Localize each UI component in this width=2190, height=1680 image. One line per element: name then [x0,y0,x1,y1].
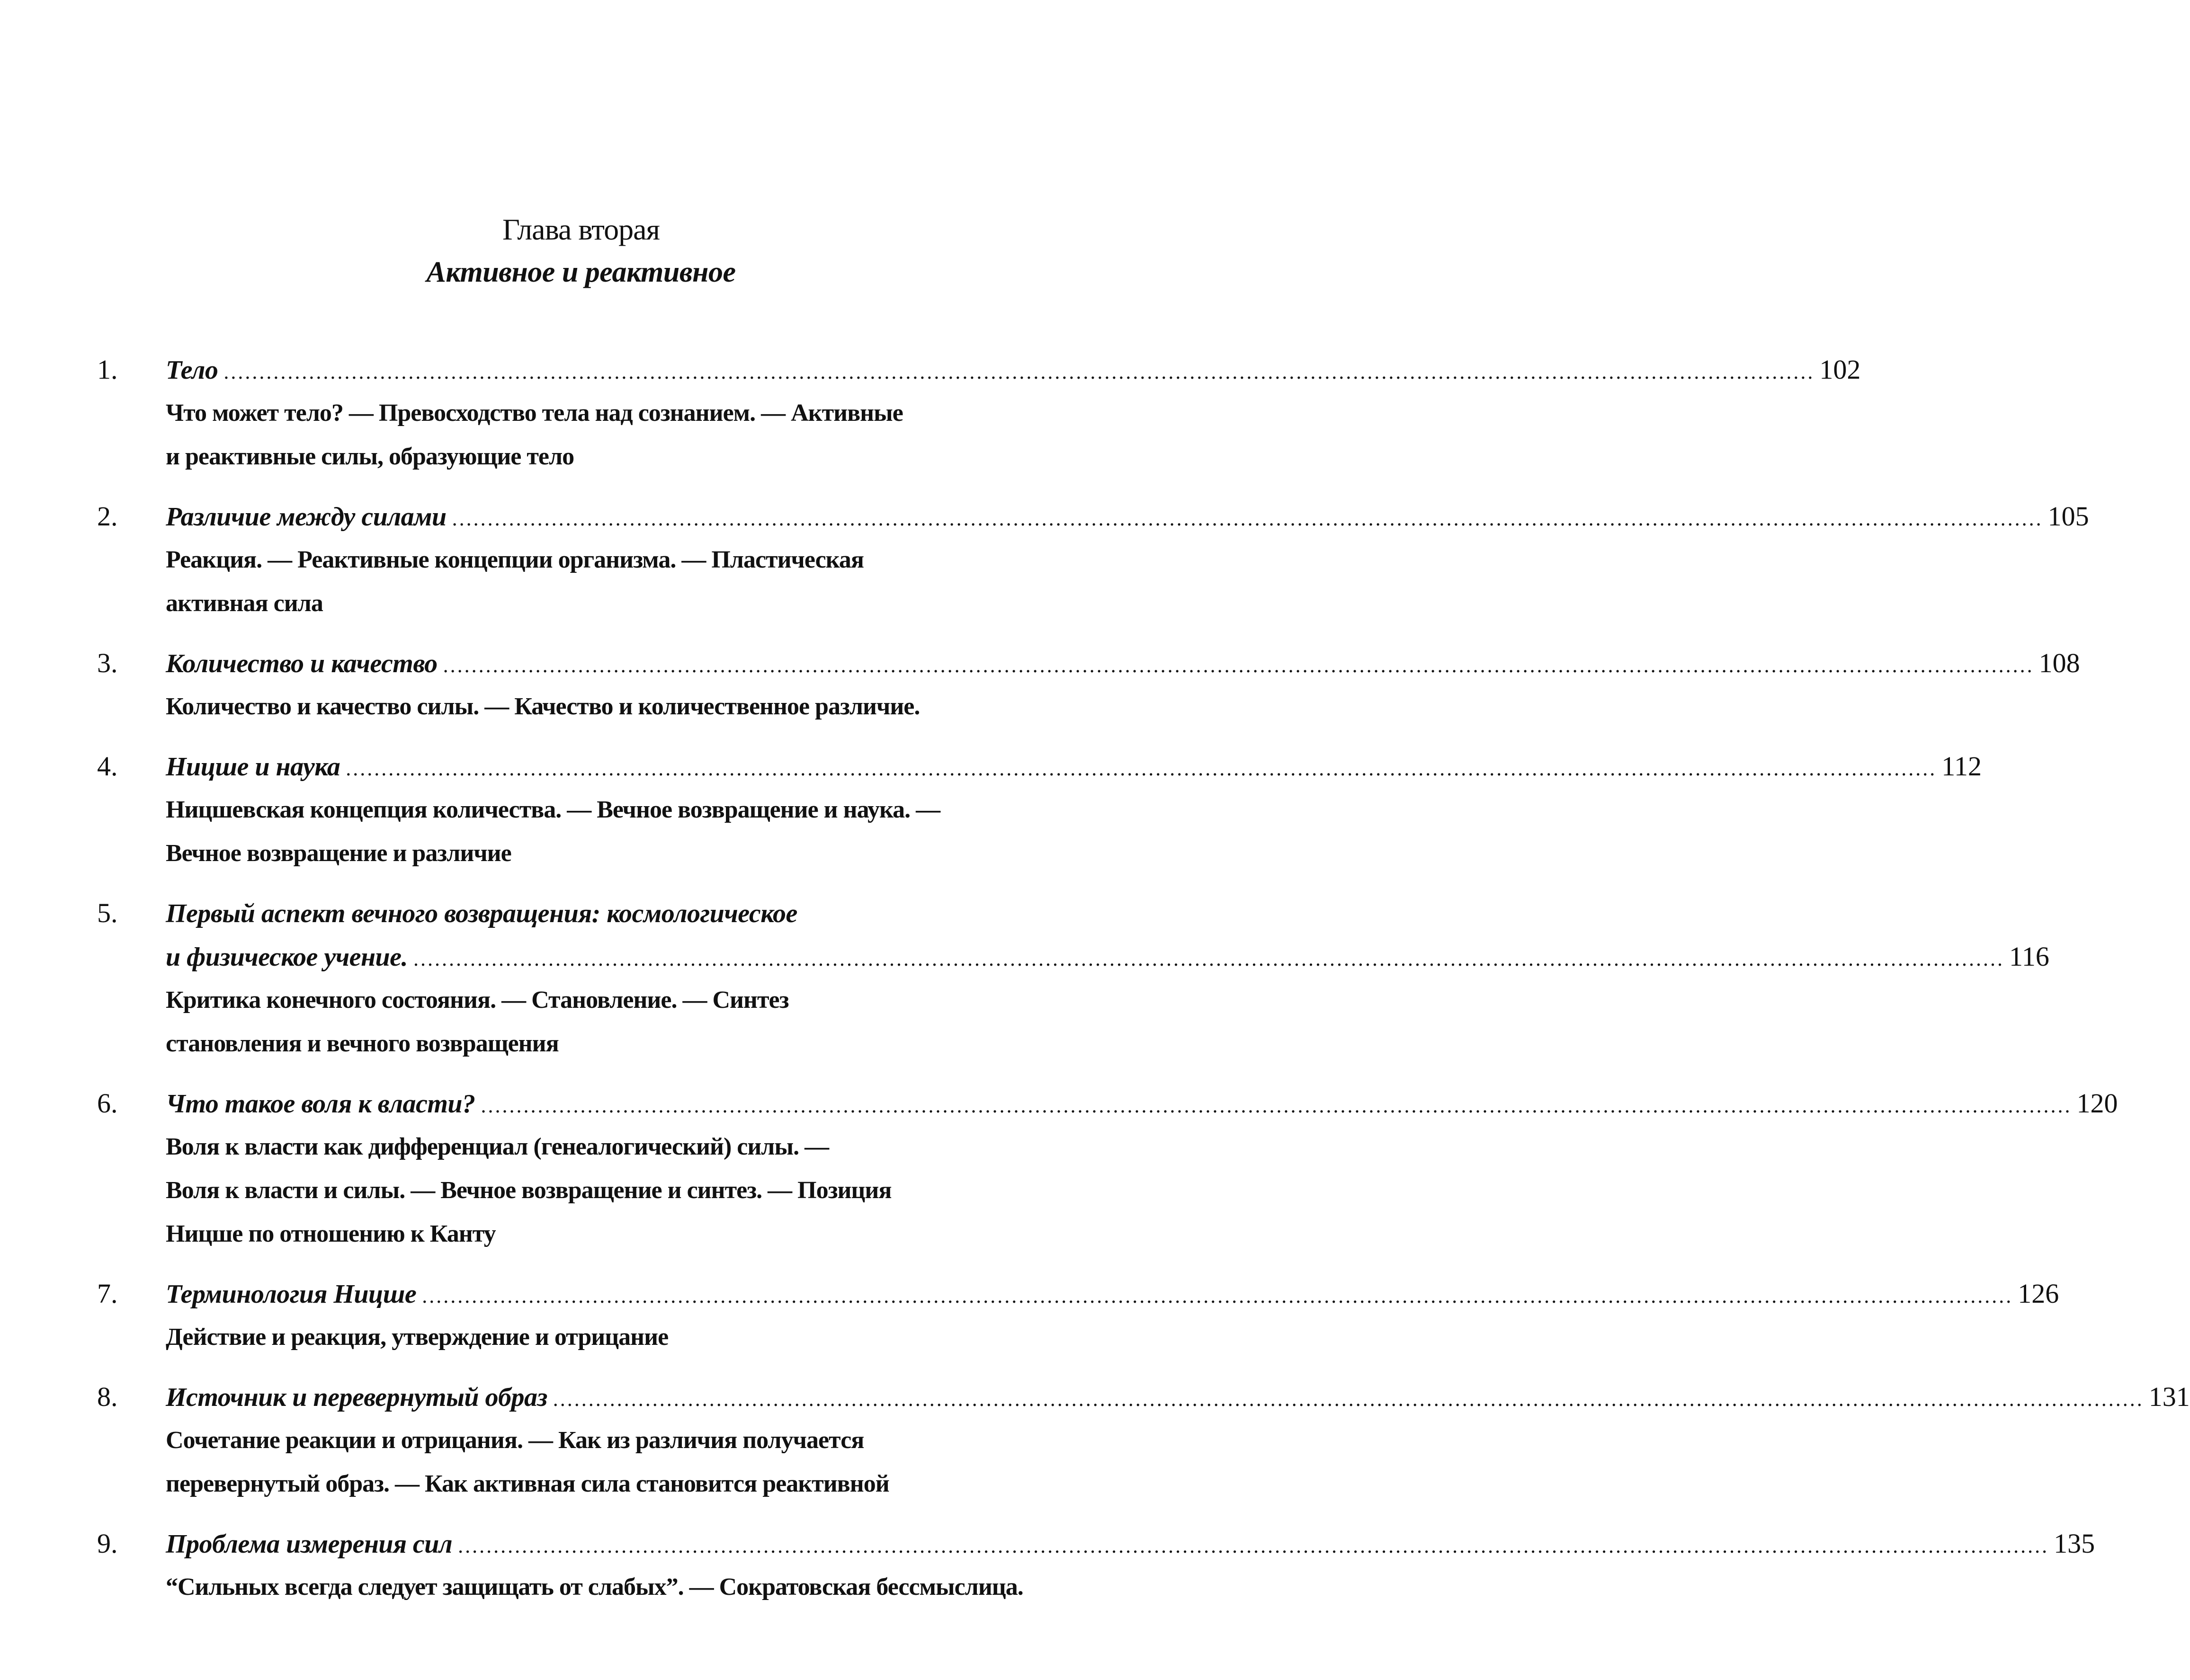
dot-leader: ................................................................................................................................................................................................................................ [422,1284,2013,1307]
toc-entry [97,1082,2118,1256]
chapter-title: Глава вторая [502,213,660,246]
description-line: Ницше по отношению к Канту [166,1220,496,1247]
description-line: Воля к власти и силы. — Вечное возвращение и синтез. — Позиция [166,1177,892,1204]
toc-entry [97,1272,2059,1359]
toc-entry-heading [97,1082,2118,1125]
toc-entry [97,495,2089,625]
chapter-subtitle: Активное и реактивное [426,256,736,288]
entry-description [97,391,1068,479]
entry-title-line: Первый аспект вечного возвращения: космологическое [166,899,797,928]
entry-number: 1. [97,354,118,385]
toc-entry-heading [97,1522,2095,1565]
entry-number: 9. [97,1528,118,1559]
entry-number: 2. [97,501,118,532]
dot-leader: ................................................................................................................................................................................................................................ [481,1094,2072,1117]
toc-entry-heading [97,1375,2190,1419]
entry-title: Количество и качество [166,649,438,678]
dot-leader: ................................................................................................................................................................................................................................ [413,947,2005,970]
dot-leader: ................................................................................................................................................................................................................................ [223,360,1815,383]
entry-number: 7. [97,1278,118,1309]
toc-entry-heading [97,495,2089,538]
entry-description [97,788,1068,875]
entry-title: Ницше и наука [166,752,340,782]
entry-page-number: 102 [1819,354,1861,385]
entry-number: 3. [97,648,118,678]
entry-title: Тело [166,356,218,385]
description-line: активная сила [166,590,323,617]
description-line: становления и вечного возвращения [166,1030,559,1057]
entry-page-number: 135 [2054,1528,2095,1559]
toc-entry-heading [97,745,1982,788]
description-line: Воля к власти как дифференциал (генеалогический) силы. — [166,1133,829,1160]
entry-title: и физическое учение. [166,942,408,972]
entry-title: Что такое воля к власти? [166,1089,475,1119]
toc-entry [97,348,1861,479]
entry-description [97,1125,1068,1256]
entry-title: Проблема измерения сил [166,1529,453,1559]
entry-number: 6. [97,1088,118,1119]
entry-description [97,1565,1068,1609]
entry-page-number: 120 [2076,1088,2118,1119]
entry-page-number: 131 [2148,1381,2190,1412]
entry-description [97,978,1068,1066]
description-line: Критика конечного состояния. — Становление. — Синтез [166,987,789,1013]
entry-page-number: 116 [2009,941,2049,972]
dot-leader: ................................................................................................................................................................................................................................ [443,654,2034,677]
toc-entry [97,641,2080,729]
toc-entry [97,1522,2095,1609]
dot-leader: ................................................................................................................................................................................................................................ [553,1387,2144,1411]
entry-title: Различие между силами [166,502,447,532]
entry-number: 8. [97,1381,118,1412]
dot-leader: ................................................................................................................................................................................................................................ [452,507,2043,530]
entry-page-number: 112 [1941,751,1982,782]
toc-entry [97,745,1982,875]
entry-page-number: 105 [2047,501,2089,532]
toc-entry-heading [97,348,1861,391]
entry-description [97,1316,1068,1359]
description-line: “Сильных всегда следует защищать от слабых”. — Сократовская бессмыслица. [166,1573,1023,1600]
description-line: Реакция. — Реактивные концепции организма. — Пластическая [166,546,864,573]
description-line: Что может тело? — Превосходство тела над сознанием. — Активные [166,400,903,427]
entry-number: 4. [97,751,118,782]
entry-title: Источник и перевернутый образ [166,1383,547,1412]
entry-page-number: 126 [2018,1278,2059,1309]
description-line: и реактивные силы, образующие тело [166,443,574,470]
description-line: Действие и реакция, утверждение и отрицание [166,1324,669,1351]
toc-entry [97,1375,2190,1506]
toc-entry-heading [97,1272,2059,1316]
description-line: Ницшевская концепция количества. — Вечное возвращение и наука. — [166,796,940,823]
entry-number: 5. [97,898,118,928]
toc-entry-heading [97,891,1068,935]
dot-leader: ................................................................................................................................................................................................................................ [458,1534,2049,1557]
description-line: Количество и качество силы. — Качество и количественное различие. [166,693,920,720]
toc-entry [97,891,2049,1066]
chapter-header [0,208,1162,293]
description-line: перевернутый образ. — Как активная сила становится реактивной [166,1470,889,1497]
entry-description [97,685,1068,729]
entry-page-number: 108 [2038,648,2080,678]
table-of-contents [97,348,2190,1625]
entry-title: Терминология Ницше [166,1280,417,1309]
toc-entry-heading-continuation [97,935,2049,978]
entry-description [97,1419,1068,1506]
description-line: Вечное возвращение и различие [166,840,511,867]
dot-leader: ................................................................................................................................................................................................................................ [346,757,1937,780]
toc-entry-heading [97,641,2080,685]
entry-description [97,538,1068,625]
description-line: Сочетание реакции и отрицания. — Как из различия получается [166,1427,864,1454]
